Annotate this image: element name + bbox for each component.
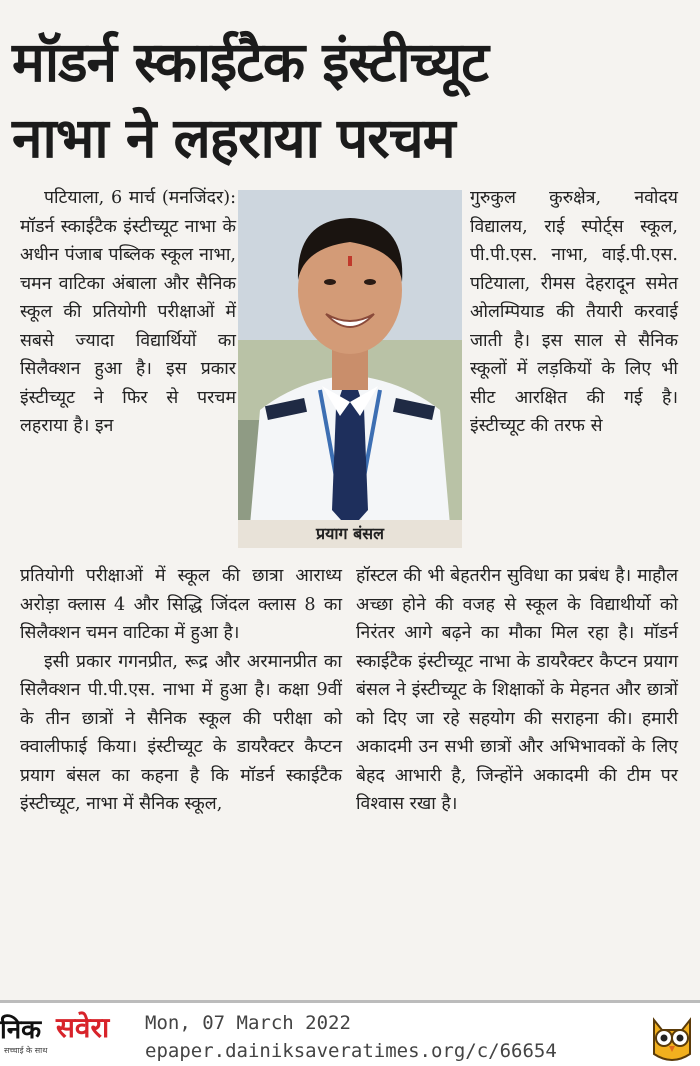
headline-line-2: नाभा ने लहराया परचम [12,106,455,170]
person-photo [238,190,462,548]
newspaper-logo [0,1013,140,1059]
owl-mascot-icon [646,1010,698,1064]
article-paragraph: प्रतियोगी परीक्षाओं में स्कूल की छात्रा आराध्य अरोड़ा क्लास 4 और सिद्धि जिंदल क्लास 8 का सिलैक्शन चमन वाटिका में हुआ है। [20,566,342,643]
logo-text-part1: निक [0,1015,42,1045]
article-text: पटियाला, 6 मार्च (मनजिंदर): मॉडर्न स्काईटैक इंस्टीच्यूट नाभा के अधीन पंजाब पब्लिक स्कूल नाभा, चमन वाटिका अंबाला और सैनिक स्कूल की प्रतियोगी परीक्षाओं में सबसे ज्यादा विद्यार्थियों का सिलैक्शन हुआ है। इस प्रकार इंस्टीच्यूट ने फिर से परचम लहराया है। इन [20,188,236,436]
article-paragraph: हॉस्टल की भी बेहतरीन सुविधा का प्रबंध है। माहौल अच्छा होने की वजह से स्कूल के विद्याथीर्यो को निरंतर आगे बढ़ने का मौका मिल रहा है। मॉडर्न स्काईटैक इंस्टीच्यूट नाभा के डायरैक्टर कैप्टन प्रयाग बंसल ने इंस्टीच्यूट के शिक्षाकों के मेहनत और छात्रों को दिए जा रहे सहयोग की सराहना की। हमारी अकादमी उन सभी छात्रों और अभिभावकों के लिए बेहद आभारी है, जिन्होंने अकादमी की टीम पर विश्वास रखा है। [356,566,678,814]
article-column-right-bottom [356,562,678,819]
article-column-left-bottom [20,562,342,819]
photo-caption: प्रयाग बंसल [238,520,462,548]
article-column-right-top [470,184,678,441]
article-column-left-top [20,184,236,441]
publication-date: Mon, 07 March 2022 [145,1012,351,1034]
logo-text-part2: सवेरा [56,1011,110,1044]
epaper-url-link[interactable]: epaper.dainiksaveratimes.org/c/66654 [145,1040,557,1062]
article-text: गुरुकुल कुरुक्षेत्र, नवोदय विद्यालय, राई स्पोर्ट्स स्कूल, पी.पी.एस. नाभा, वाई.पी.एस. पटियाला, रीमस देहरादून समेत ओलम्पियाड की तैयारी करवाई जाती है। इस साल से सैनिक स्कूलों में लड़कियों के लिए भी सीट आरक्षित की गई है। इंस्टीच्यूट की तरफ से [470,188,678,436]
logo-tagline: सच्चाई के साथ [4,1046,48,1055]
article-paragraph: इसी प्रकार गगनप्रीत, रूद्र और अरमानप्रीत का सिलैक्शन पी.पी.एस. नाभा में हुआ है। कक्षा 9वीं के तीन छात्रों ने सैनिक स्कूल की परीक्षा को क्वालीफाई किया। इंस्टीच्यूट के डायरैक्टर कैप्टन प्रयाग बंसल का कहना है कि मॉडर्न स्काईटैक इंस्टीच्यूट, नाभा में सैनिक स्कूल, [20,651,342,814]
headline-line-1: मॉडर्न स्काईटैक इंस्टीच्यूट [12,30,488,94]
portrait-illustration [238,190,462,548]
